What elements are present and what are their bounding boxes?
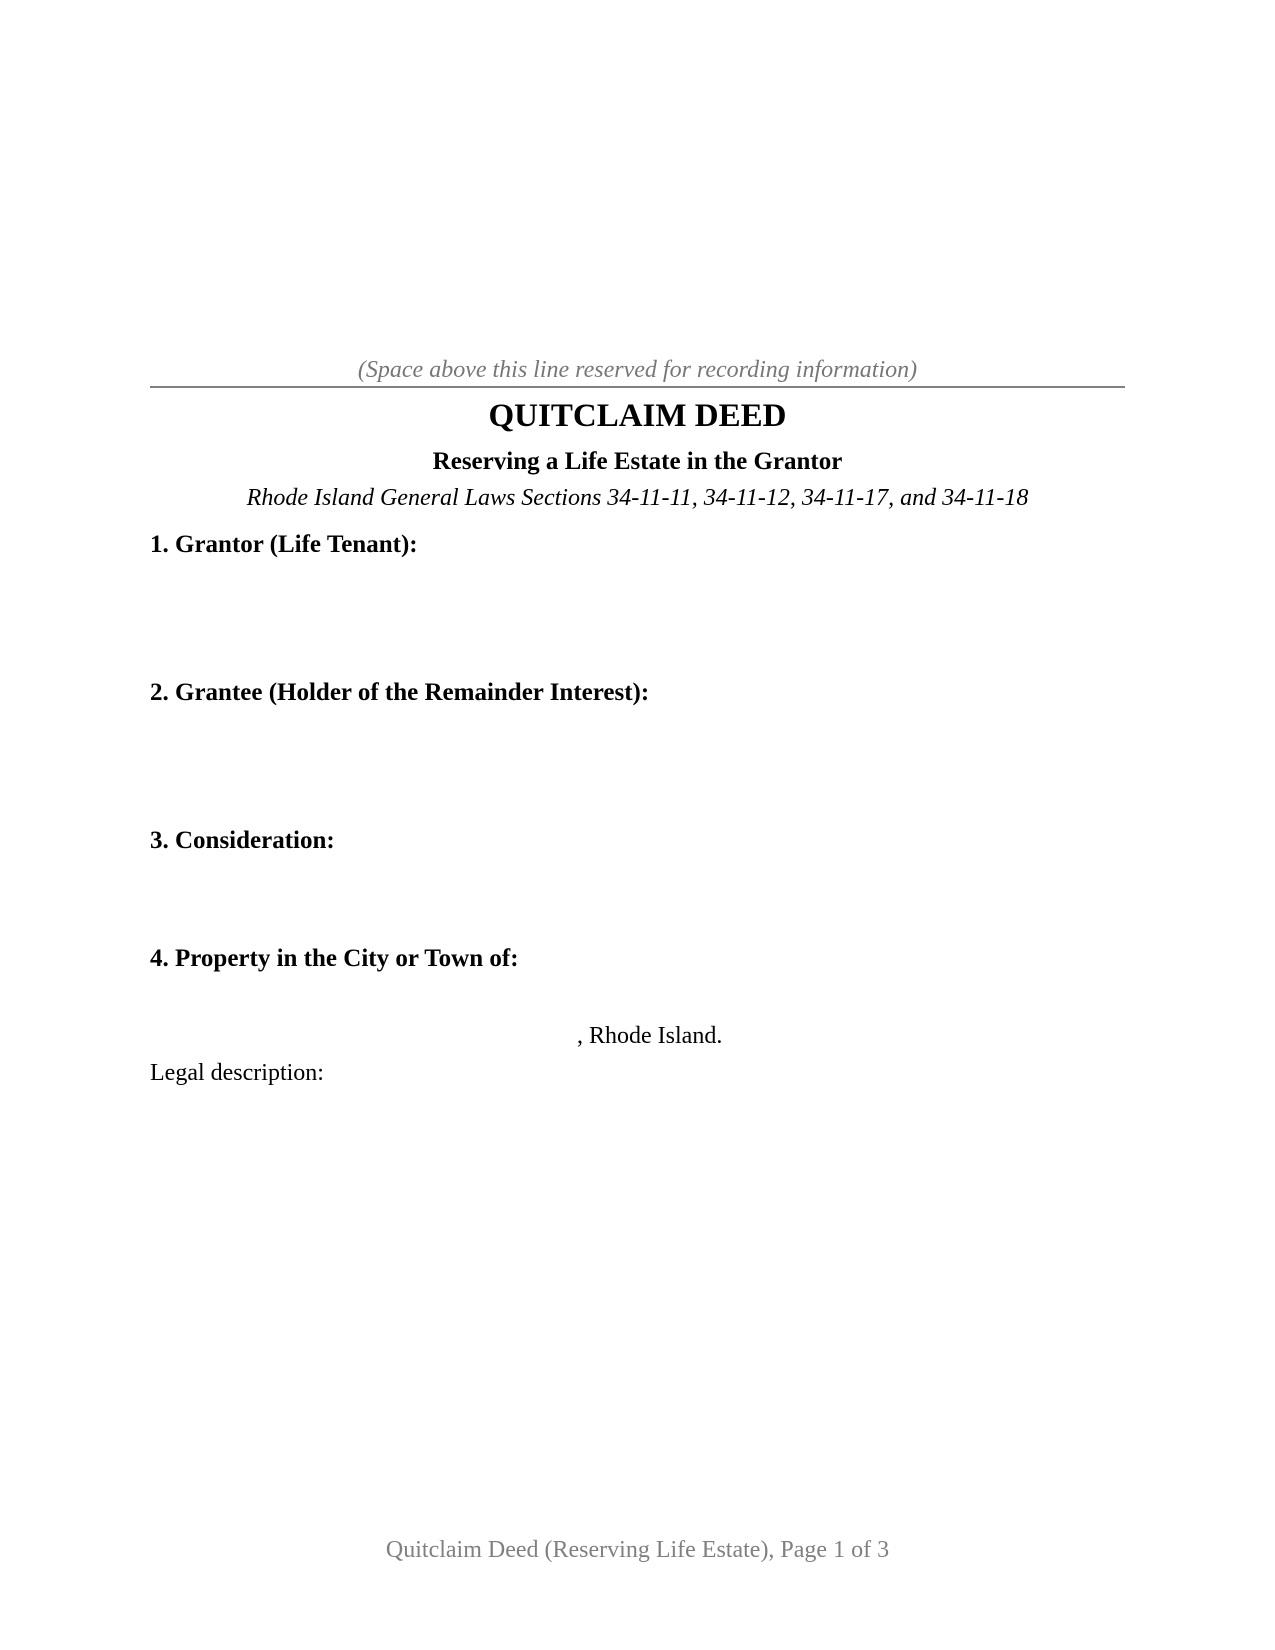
document-title: QUITCLAIM DEED bbox=[488, 398, 787, 434]
statute-reference: Rhode Island General Laws Sections 34-11-11, 34-11-12, 34-11-17, and 34-11-18 bbox=[246, 485, 1029, 511]
recording-reserved-note: (Space above this line reserved for recording information) bbox=[357, 357, 918, 383]
consideration-field[interactable] bbox=[150, 864, 1125, 914]
legal-description-label: Legal description: bbox=[150, 1060, 324, 1086]
recording-divider bbox=[150, 386, 1125, 388]
property-city-field[interactable] bbox=[150, 1020, 576, 1052]
grantee-heading: 2. Grantee (Holder of the Remainder Interest): bbox=[150, 679, 650, 706]
grantee-field[interactable] bbox=[150, 716, 1125, 776]
grantor-field[interactable] bbox=[150, 568, 1125, 628]
grantor-heading: 1. Grantor (Life Tenant): bbox=[150, 531, 418, 558]
consideration-heading: 3. Consideration: bbox=[150, 827, 335, 854]
page-footer: Quitclaim Deed (Reserving Life Estate), Page 1 of 3 bbox=[385, 1537, 890, 1563]
state-suffix: , Rhode Island. bbox=[577, 1023, 723, 1049]
document-subtitle: Reserving a Life Estate in the Grantor bbox=[432, 448, 843, 475]
property-city-row bbox=[150, 1020, 1125, 1052]
legal-description-field[interactable] bbox=[150, 1092, 1125, 1472]
property-heading: 4. Property in the City or Town of: bbox=[150, 945, 519, 972]
